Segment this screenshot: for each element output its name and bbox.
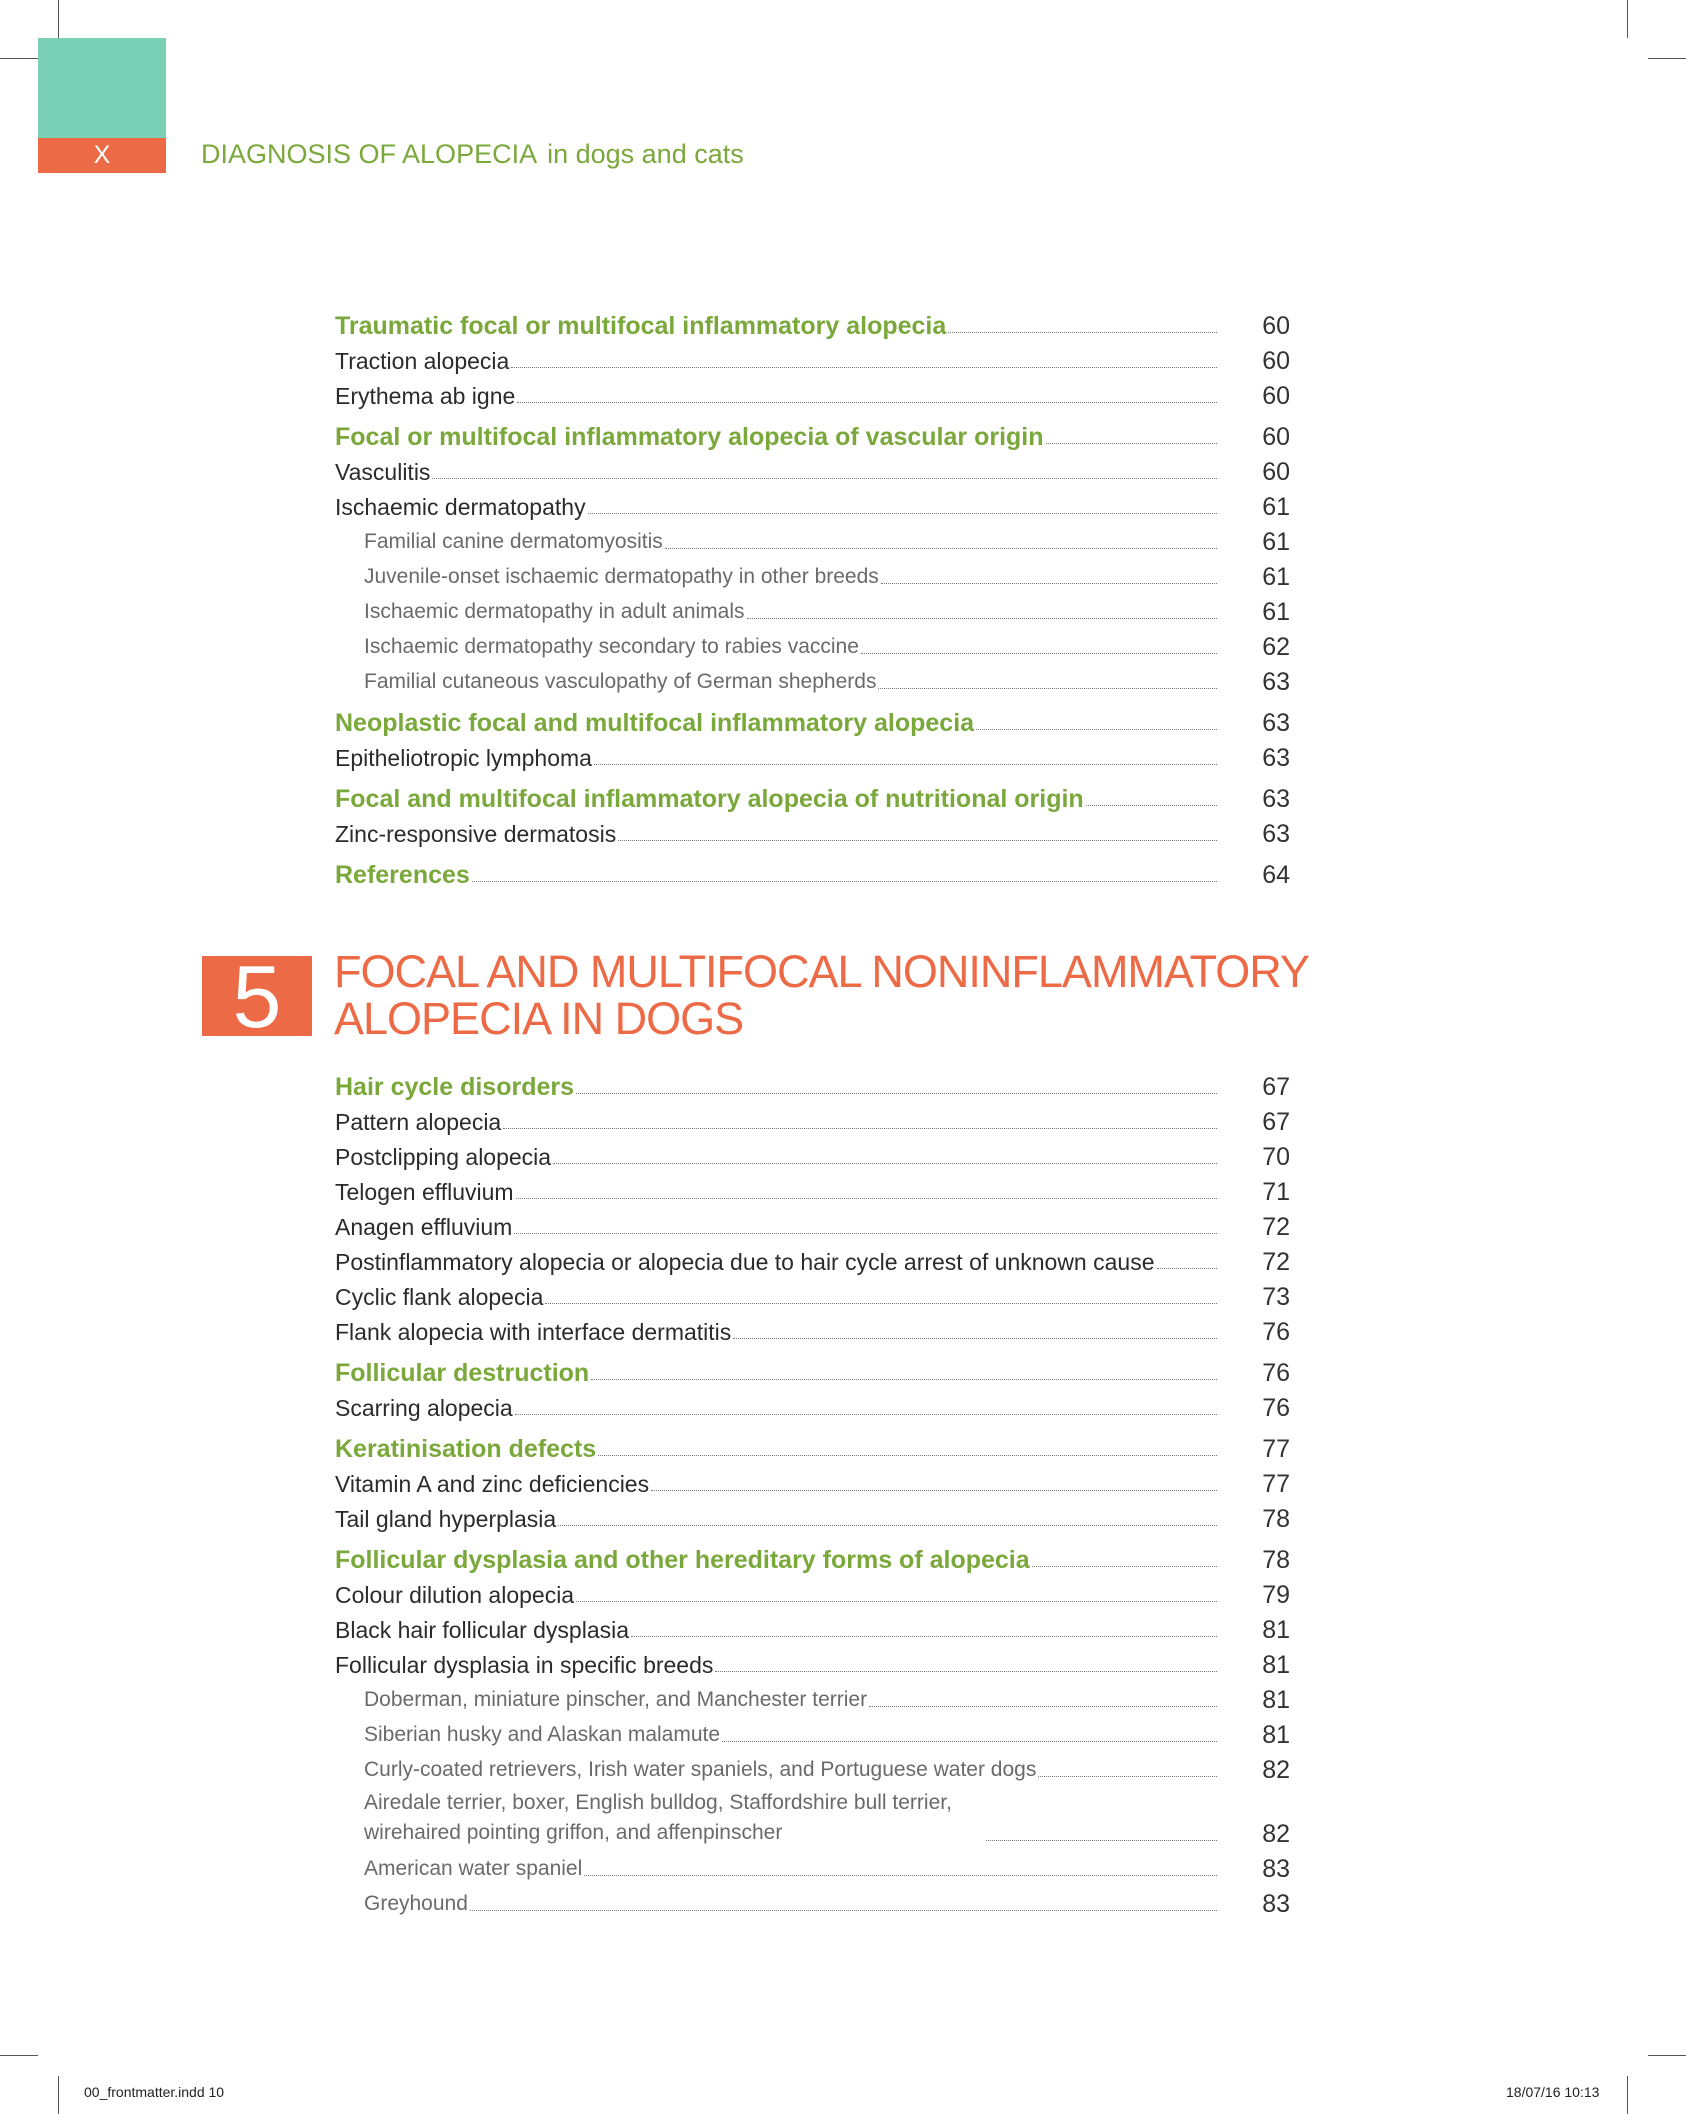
dot-leader <box>747 618 1217 619</box>
toc-entry[interactable] <box>335 737 1290 772</box>
toc-entry-page: 72 <box>1262 1248 1290 1276</box>
dot-leader <box>432 478 1217 479</box>
toc-entry-title: Zinc-responsive dermatosis <box>335 821 617 847</box>
toc-entry-page: 79 <box>1262 1581 1290 1609</box>
toc-entry[interactable] <box>335 1171 1290 1206</box>
chapter-number-box <box>202 947 312 1046</box>
dot-leader <box>986 1840 1217 1841</box>
toc-entry[interactable] <box>335 591 1290 626</box>
dot-leader <box>722 1741 1217 1742</box>
toc-entry-page: 67 <box>1262 1073 1290 1101</box>
toc-entry-title: Tail gland hyperplasia <box>335 1506 557 1532</box>
crop-mark <box>0 58 38 59</box>
dot-leader <box>1086 805 1217 806</box>
toc-entry[interactable] <box>335 1749 1290 1784</box>
dot-leader <box>517 402 1217 403</box>
toc-entry[interactable] <box>335 1060 1290 1101</box>
toc-entry[interactable] <box>335 1346 1290 1387</box>
dot-leader <box>503 1128 1217 1129</box>
slug-file-name: 00_frontmatter.indd 10 <box>84 2084 225 2100</box>
toc-entry-title: Follicular dysplasia in specific breeds <box>335 1652 714 1678</box>
toc-entry[interactable] <box>335 1679 1290 1714</box>
toc-entry-title: American water spaniel <box>364 1857 583 1880</box>
toc-entry[interactable] <box>335 1241 1290 1276</box>
dot-leader <box>665 548 1217 549</box>
toc-entry-page: 60 <box>1262 382 1290 410</box>
toc-entry-title: Epitheliotropic lymphoma <box>335 745 592 771</box>
toc-entry-title: Anagen effluvium <box>335 1214 513 1240</box>
toc-entry-title: Scarring alopecia <box>335 1395 513 1421</box>
toc-section-chapter-4 <box>335 299 1290 889</box>
dot-leader <box>516 1198 1217 1199</box>
toc-entry-page: 70 <box>1262 1143 1290 1171</box>
dot-leader <box>591 1379 1217 1380</box>
page-number-tab <box>38 138 166 173</box>
toc-entry[interactable] <box>335 1609 1290 1644</box>
toc-entry-title: Black hair follicular dysplasia <box>335 1617 630 1643</box>
toc-entry-title: Vitamin A and zinc deficiencies <box>335 1471 650 1497</box>
toc-entry-page: 81 <box>1262 1616 1290 1644</box>
toc-entry[interactable] <box>335 1498 1290 1533</box>
toc-entry-page: 82 <box>1262 1820 1290 1848</box>
toc-entry-title: Greyhound <box>364 1892 468 1915</box>
toc-entry-page: 63 <box>1262 668 1290 696</box>
toc-entry[interactable] <box>335 696 1290 737</box>
crop-mark <box>1648 2055 1686 2056</box>
toc-entry[interactable] <box>335 1422 1290 1463</box>
dot-leader <box>576 1093 1217 1094</box>
dot-leader <box>545 1303 1217 1304</box>
toc-entry[interactable] <box>335 486 1290 521</box>
chapter-number: 5 <box>232 947 282 1046</box>
dot-leader <box>948 332 1217 333</box>
toc-entry-page: 73 <box>1262 1283 1290 1311</box>
crop-mark <box>58 2076 59 2114</box>
toc-entry-title: Traumatic focal or multifocal inflammatory alopecia <box>335 312 947 340</box>
dot-leader <box>514 1233 1217 1234</box>
dot-leader <box>618 840 1217 841</box>
toc-entry[interactable] <box>335 1311 1290 1346</box>
toc-entry-title: Ischaemic dermatopathy <box>335 494 586 520</box>
toc-entry[interactable] <box>335 1848 1290 1883</box>
crop-mark <box>1648 58 1686 59</box>
toc-entry[interactable] <box>335 772 1290 813</box>
toc-entry-page: 82 <box>1262 1756 1290 1784</box>
toc-entry-title: Familial canine dermatomyositis <box>364 530 663 553</box>
toc-entry-title: Focal or multifocal inflammatory alopecia of vascular origin <box>335 423 1044 451</box>
toc-entry-title: Familial cutaneous vasculopathy of German shepherds <box>364 670 877 693</box>
toc-entry-page: 64 <box>1262 861 1290 889</box>
toc-entry-page: 63 <box>1262 709 1290 737</box>
toc-entry-title: Postclipping alopecia <box>335 1144 552 1170</box>
crop-mark <box>0 2055 38 2056</box>
toc-entry-page: 60 <box>1262 312 1290 340</box>
dot-leader <box>733 1338 1217 1339</box>
toc-entry-page: 76 <box>1262 1318 1290 1346</box>
toc-entry-page: 63 <box>1262 744 1290 772</box>
toc-entry-page: 78 <box>1262 1546 1290 1574</box>
dot-leader <box>470 1910 1217 1911</box>
toc-entry-page: 77 <box>1262 1470 1290 1498</box>
page-label: X <box>93 141 111 169</box>
toc-entry-title: Focal and multifocal inflammatory alopecia of nutritional origin <box>335 785 1084 813</box>
running-head <box>201 139 744 170</box>
toc-entry-page: 61 <box>1262 493 1290 521</box>
toc-entry-title: Curly-coated retrievers, Irish water spaniels, and Portuguese water dogs <box>364 1758 1037 1781</box>
toc-entry-page: 83 <box>1262 1855 1290 1883</box>
dot-leader <box>881 583 1217 584</box>
toc-entry-page: 60 <box>1262 423 1290 451</box>
dot-leader <box>631 1636 1217 1637</box>
toc-entry-page: 72 <box>1262 1213 1290 1241</box>
toc-entry[interactable] <box>335 451 1290 486</box>
toc-entry-title: Airedale terrier, boxer, English bulldog, Staffordshire bull terrier, wirehaired pointing griffon, and affenpinscher <box>364 1791 952 1844</box>
toc-entry-title: Vasculitis <box>335 459 431 485</box>
toc-entry[interactable] <box>335 1644 1290 1679</box>
toc-entry-title: Colour dilution alopecia <box>335 1582 575 1608</box>
toc-entry-title: Erythema ab igne <box>335 383 516 409</box>
toc-entry-title: Follicular dysplasia and other hereditary forms of alopecia <box>335 1546 1030 1574</box>
toc-section-chapter-5 <box>335 1060 1290 1918</box>
toc-entry-page: 60 <box>1262 347 1290 375</box>
toc-entry-page: 83 <box>1262 1890 1290 1918</box>
toc-entry-title: Siberian husky and Alaskan malamute <box>364 1723 721 1746</box>
toc-entry-page: 63 <box>1262 785 1290 813</box>
dot-leader <box>715 1671 1217 1672</box>
crop-mark <box>58 0 59 38</box>
dot-leader <box>515 1414 1217 1415</box>
toc-entry[interactable] <box>335 1101 1290 1136</box>
toc-entry-page: 62 <box>1262 633 1290 661</box>
toc-entry-page: 77 <box>1262 1435 1290 1463</box>
toc-entry-page: 78 <box>1262 1505 1290 1533</box>
dot-leader <box>511 367 1217 368</box>
page-tab-green <box>38 38 166 138</box>
toc-entry-page: 81 <box>1262 1686 1290 1714</box>
toc-entry[interactable] <box>335 1136 1290 1171</box>
dot-leader <box>1157 1268 1218 1269</box>
dot-leader <box>588 513 1217 514</box>
toc-entry[interactable] <box>335 1206 1290 1241</box>
dot-leader <box>472 881 1217 882</box>
toc-entry[interactable] <box>335 626 1290 661</box>
chapter-title-line-2: ALOPECIA IN DOGS <box>334 993 744 1044</box>
toc-entry-page: 76 <box>1262 1394 1290 1422</box>
toc-entry-title: References <box>335 861 470 889</box>
toc-entry-page: 60 <box>1262 458 1290 486</box>
toc-entry[interactable] <box>335 410 1290 451</box>
toc-entry-title: Juvenile-onset ischaemic dermatopathy in other breeds <box>364 565 879 588</box>
dot-leader <box>576 1601 1217 1602</box>
toc-entry[interactable] <box>335 556 1290 591</box>
toc-entry-title: Postinflammatory alopecia or alopecia due to hair cycle arrest of unknown cause <box>335 1249 1155 1275</box>
toc-entry[interactable] <box>335 661 1290 696</box>
dot-leader <box>594 764 1217 765</box>
toc-entry-title: Pattern alopecia <box>335 1109 502 1135</box>
toc-entry-page: 61 <box>1262 528 1290 556</box>
toc-entry-title: Hair cycle disorders <box>335 1073 575 1101</box>
toc-entry[interactable] <box>335 375 1290 410</box>
toc-entry[interactable] <box>335 521 1290 556</box>
toc-entry-page: 61 <box>1262 563 1290 591</box>
dot-leader <box>1038 1776 1217 1777</box>
toc-entry[interactable] <box>335 813 1290 848</box>
toc-entry-title: Ischaemic dermatopathy in adult animals <box>364 600 745 623</box>
toc-entry-title: Flank alopecia with interface dermatitis <box>335 1319 732 1345</box>
toc-entry-page: 71 <box>1262 1178 1290 1206</box>
toc-entry-page: 61 <box>1262 598 1290 626</box>
toc-entry[interactable] <box>335 1276 1290 1311</box>
chapter-title-line-1: FOCAL AND MULTIFOCAL NONINFLAMMATORY <box>334 946 1309 997</box>
toc-entry-page: 81 <box>1262 1651 1290 1679</box>
toc-entry[interactable] <box>335 299 1290 340</box>
crop-mark <box>1627 0 1628 38</box>
toc-entry-title: Doberman, miniature pinscher, and Manchester terrier <box>364 1688 868 1711</box>
toc-entry[interactable] <box>335 1574 1290 1609</box>
toc-entry[interactable] <box>335 1714 1290 1749</box>
toc-entry-title: Ischaemic dermatopathy secondary to rabies vaccine <box>364 635 859 658</box>
dot-leader <box>553 1163 1217 1164</box>
dot-leader <box>598 1455 1217 1456</box>
toc-entry-title: Traction alopecia <box>335 348 510 374</box>
toc-entry[interactable] <box>335 1533 1290 1574</box>
dot-leader <box>976 729 1217 730</box>
dot-leader <box>558 1525 1217 1526</box>
toc-entry-page: 67 <box>1262 1108 1290 1136</box>
toc-entry-page: 76 <box>1262 1359 1290 1387</box>
toc-entry[interactable] <box>335 1784 1290 1848</box>
crop-mark <box>1627 2076 1628 2114</box>
toc-entry-title: Cyclic flank alopecia <box>335 1284 544 1310</box>
toc-entry-title: Neoplastic focal and multifocal inflammatory alopecia <box>335 709 975 737</box>
toc-entry-page: 81 <box>1262 1721 1290 1749</box>
dot-leader <box>869 1706 1217 1707</box>
dot-leader <box>861 653 1217 654</box>
toc-entry-title: Keratinisation defects <box>335 1435 597 1463</box>
toc-entry-page: 63 <box>1262 820 1290 848</box>
book-subtitle: in dogs and cats <box>547 139 744 169</box>
chapter-title <box>334 948 1314 1042</box>
toc-entry-title: Follicular destruction <box>335 1359 590 1387</box>
book-title: DIAGNOSIS OF ALOPECIA <box>201 139 538 169</box>
slug-timestamp: 18/07/16 10:13 <box>1506 2084 1600 2100</box>
toc-entry[interactable] <box>335 1463 1290 1498</box>
toc-entry[interactable] <box>335 1883 1290 1918</box>
dot-leader <box>651 1490 1217 1491</box>
dot-leader <box>1046 443 1217 444</box>
dot-leader <box>584 1875 1217 1876</box>
toc-entry[interactable] <box>335 340 1290 375</box>
toc-entry[interactable] <box>335 848 1290 889</box>
dot-leader <box>878 688 1217 689</box>
dot-leader <box>1032 1566 1217 1567</box>
toc-entry[interactable] <box>335 1387 1290 1422</box>
toc-entry-title: Telogen effluvium <box>335 1179 514 1205</box>
